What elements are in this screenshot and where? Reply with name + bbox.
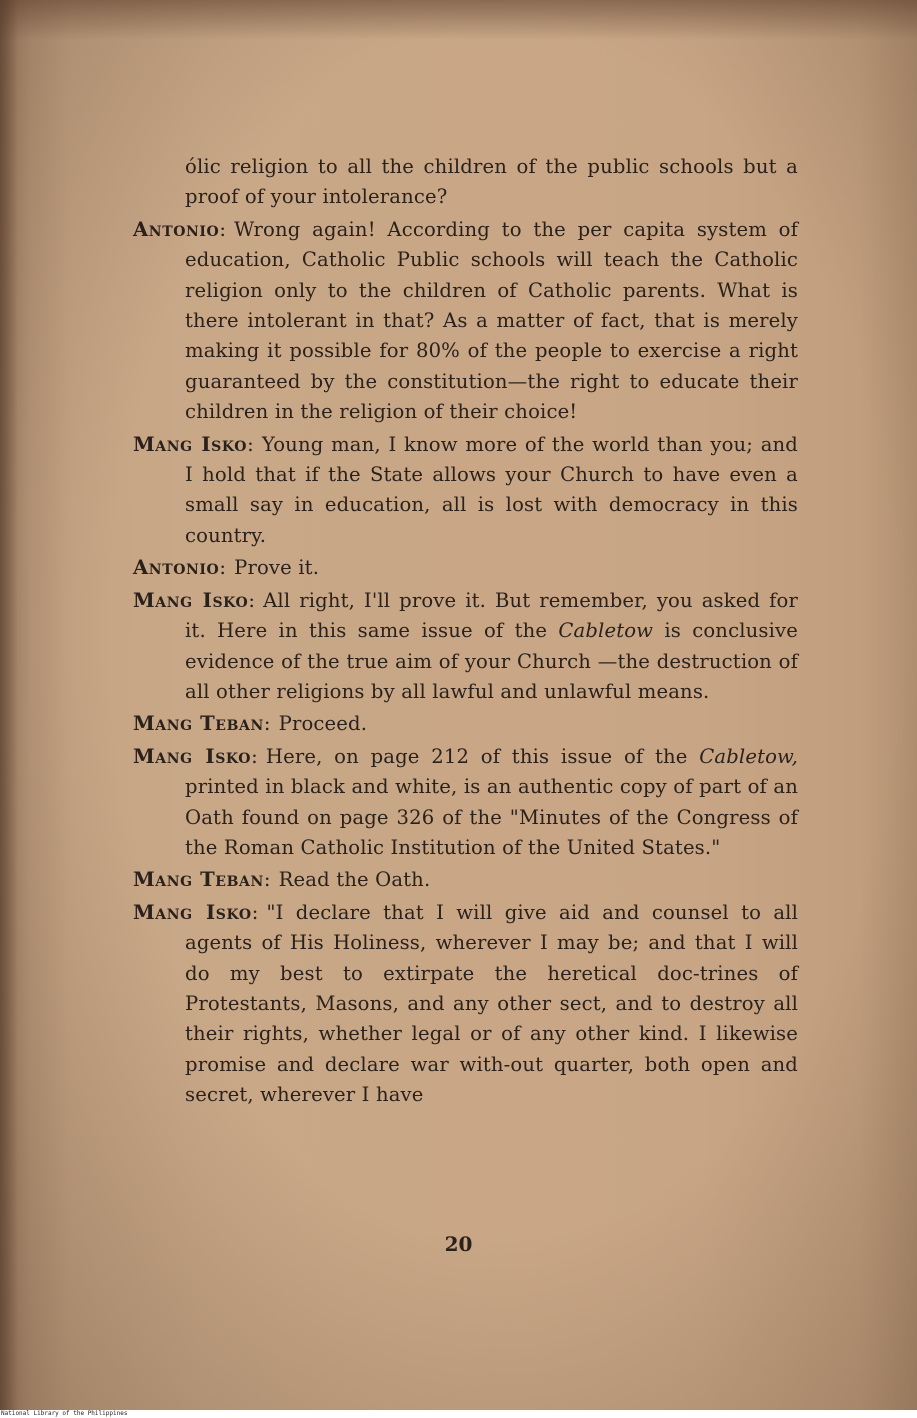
speech-mang-teban-1: Mang Teban: Proceed. [133, 712, 368, 736]
speech-mang-isko-2: Mang Isko: All right, I'll prove it. But remember, you asked for it. Here in this same issue of the Cabletow is conclusive evidence of the true aim of your Church —the destruction of all other religions by all lawful and unlawful means. [133, 588, 798, 703]
speech-text: Read the Oath. [278, 868, 431, 892]
speech-text: Here, on page 212 of this issue of the [265, 744, 688, 768]
speaker-name: Antonio [133, 217, 220, 241]
speaker-name: Mang Isko [133, 744, 252, 768]
speech-mang-teban-2: Mang Teban: Read the Oath. [133, 868, 431, 892]
speech-mang-isko-3: Mang Isko: Here, on page 212 of this issue of the Cabletow, printed in black and white, is an authentic copy of part of an Oath found on page 326 of the "Minutes of the Congress of the Roman Catholic Institution of the United States." [133, 744, 799, 859]
speech-text: "I declare that I will give aid and counsel to all agents of His Holiness, wherever I may be; and that I will do my best to extirpate the heretical doc-trines of Protestants, Masons, and any other sect, and to destroy all their rights, whether legal or of any other kind. I likewise promise and declare war with-out quarter, both open and secret, wherever I have [185, 900, 798, 1107]
speech-mang-isko-4: Mang Isko: "I declare that I will give aid and counsel to all agents of His Holiness, wherever I may be; and that I will do my best to extirpate the heretical doc-trines of Protestants, Masons, and any other sect, and to destroy all their rights, whether legal or of any other kind. I likewise promise and declare war with-out quarter, both open and secret, wherever I have [133, 900, 798, 1107]
library-watermark [0, 1410, 917, 1418]
speech-text: Prove it. [234, 556, 320, 580]
speaker-name: Antonio [133, 556, 220, 580]
speaker-name: Mang Isko [133, 588, 249, 612]
publication-title: Cabletow [558, 619, 654, 643]
speaker-name: Mang Teban [133, 712, 264, 736]
publication-title: Cabletow, [699, 744, 799, 768]
page-number: 20 [444, 1232, 473, 1256]
speaker-name: Mang Teban [133, 868, 264, 892]
speech-text: printed in black and white, is an authentic copy of part of an Oath found on page 326 of the "Minutes of the Congress of the Roman Catholic Institution of the United States." [185, 775, 798, 859]
speech-text: Young man, I know more of the world than you; and I hold that if the State allows your Church to have even a small say in education, all is lost with democracy in this country. [185, 432, 798, 547]
speech-text: Proceed. [278, 712, 368, 736]
speech-text: All right, I'll prove it. But remember, you asked for it. Here in this same issue of the [185, 588, 798, 643]
continuation-text: ólic religion to all the children of the public schools but a proof of your intolerance? [185, 155, 798, 209]
speaker-name: Mang Isko [133, 900, 252, 924]
speech-text: is conclusive evidence of the true aim of your Church —the destruction of all other religions by all lawful and unlawful means. [185, 619, 798, 703]
speech-text: Wrong again! According to the per capita system of education, Catholic Public schools will teach the Catholic religion only to the children of Catholic parents. What is there intolerant in that? As a matter of fact, that is merely making it possible for 80% of the people to exercise a right guaranteed by the constitution—the right to educate their children in the religion of their choice! [185, 217, 798, 424]
watermark-text: National Library of the Philippines [1, 1410, 128, 1417]
speech-mang-isko-1: Mang Isko: Young man, I know more of the world than you; and I hold that if the State allows your Church to have even a small say in education, all is lost with democracy in this country. [133, 432, 798, 547]
page-text [133, 152, 798, 1113]
speech-antonio-2: Antonio: Prove it. [133, 556, 320, 580]
speaker-name: Mang Isko [133, 432, 248, 456]
speech-antonio-1: Antonio: Wrong again! According to the per capita system of education, Catholic Public schools will teach the Catholic religion only to the children of Catholic parents. What is there intolerant in that? As a matter of fact, that is merely making it possible for 80% of the people to exercise a right guaranteed by the constitution—the right to educate their children in the religion of their choice! [133, 217, 798, 424]
